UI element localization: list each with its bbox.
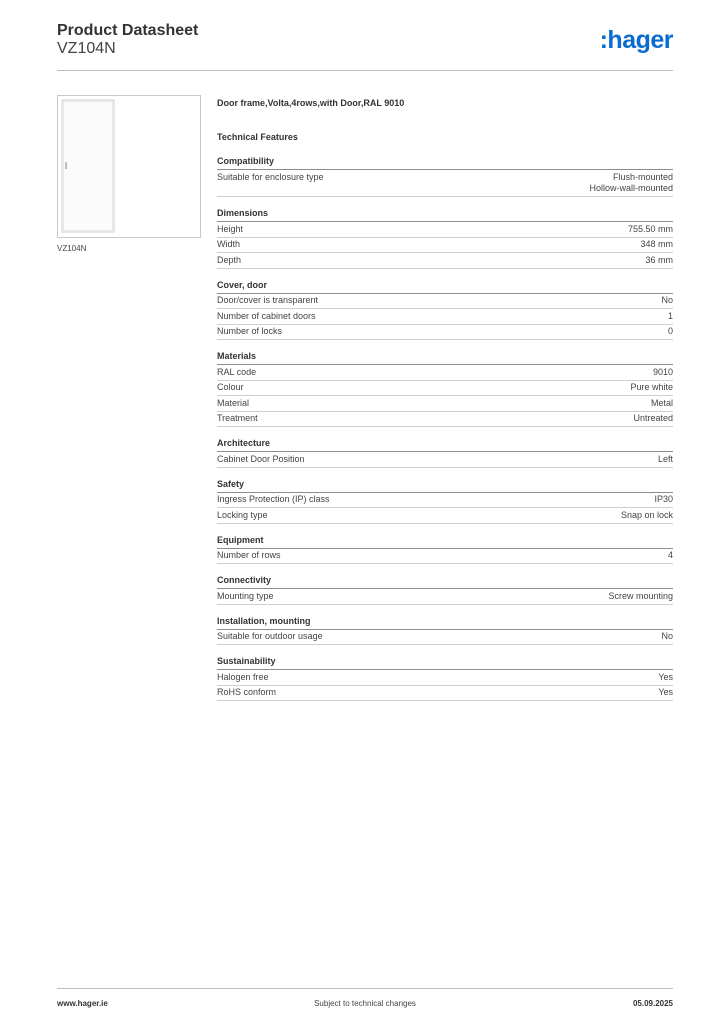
feature-row [217, 365, 673, 381]
technical-features-title: Technical Features [217, 132, 298, 142]
feature-value [653, 367, 673, 379]
feature-value-line: Pure white [630, 382, 673, 392]
feature-value-line: 0 [667, 326, 673, 336]
feature-value-line: 4 [667, 550, 673, 560]
feature-label: Depth [217, 254, 242, 265]
feature-section [217, 155, 673, 197]
feature-label: Mounting type [217, 590, 274, 601]
feature-row [217, 549, 673, 565]
feature-label: Locking type [217, 509, 268, 520]
feature-value-line: Untreated [633, 413, 673, 423]
feature-value-line: Yes [658, 687, 673, 697]
product-name: Door frame,Volta,4rows,with Door,RAL 9010 [217, 98, 405, 108]
feature-value [658, 672, 673, 684]
feature-row [217, 238, 673, 254]
feature-label: RoHS conform [217, 687, 277, 697]
feature-row [217, 325, 673, 341]
feature-label: Width [217, 239, 241, 249]
feature-value-line: 9010 [652, 366, 673, 377]
feature-row [217, 589, 673, 605]
feature-row [217, 630, 673, 646]
feature-value-line: 348 mm [640, 239, 673, 249]
section-title: Installation, mounting [217, 615, 673, 630]
feature-row [217, 170, 673, 197]
footer-notice: Subject to technical changes [314, 999, 416, 1008]
page-footer [57, 988, 673, 1009]
feature-section [217, 574, 673, 605]
feature-value-line: Metal [650, 397, 673, 408]
feature-row [217, 396, 673, 412]
feature-section [217, 279, 673, 341]
feature-value [628, 224, 673, 236]
feature-section [217, 615, 673, 646]
feature-label: Ingress Protection (IP) class [217, 494, 330, 504]
feature-value-line: Left [657, 453, 673, 464]
product-image [57, 95, 201, 238]
feature-row [217, 381, 673, 397]
feature-value [661, 631, 673, 643]
section-title: Architecture [217, 437, 673, 452]
section-title: Sustainability [217, 655, 673, 670]
footer-date: 05.09.2025 [632, 999, 673, 1008]
section-title: Safety [217, 478, 673, 493]
hager-logo: :hager [599, 26, 673, 54]
feature-label: Treatment [217, 413, 258, 423]
feature-label: Door/cover is transparent [217, 295, 319, 305]
document-title: Product Datasheet [57, 22, 199, 39]
feature-row [217, 452, 673, 468]
feature-label: Colour [217, 382, 244, 392]
feature-section [217, 207, 673, 269]
feature-row [217, 508, 673, 524]
datasheet-content [217, 97, 673, 701]
feature-value-line: 36 mm [645, 254, 673, 265]
feature-value [654, 494, 673, 506]
feature-value-line: 1 [667, 310, 673, 321]
feature-label: Suitable for outdoor usage [217, 631, 323, 641]
feature-value [633, 413, 673, 425]
feature-section [217, 437, 673, 468]
feature-value-line: Yes [658, 671, 673, 682]
section-title: Dimensions [217, 207, 673, 222]
feature-value [658, 454, 673, 466]
feature-label: Material [217, 397, 250, 408]
feature-row [217, 309, 673, 325]
feature-value [668, 550, 673, 562]
feature-section [217, 350, 673, 427]
feature-label: RAL code [217, 366, 257, 377]
section-title: Connectivity [217, 574, 673, 589]
feature-value [661, 295, 673, 307]
feature-row [217, 670, 673, 686]
page-header [57, 20, 673, 71]
feature-value [668, 311, 673, 323]
feature-row [217, 222, 673, 238]
feature-label: Suitable for enclosure type [217, 171, 324, 182]
feature-label: Number of cabinet doors [217, 310, 316, 321]
section-title: Compatibility [217, 155, 673, 170]
door-frame-illustration [58, 96, 200, 237]
feature-label: Height [217, 223, 244, 234]
feature-label: Number of locks [217, 326, 283, 336]
feature-label: Number of rows [217, 550, 281, 560]
feature-label: Cabinet Door Position [217, 453, 305, 464]
feature-value-line: No [661, 631, 673, 641]
feature-value-line: 755.50 mm [627, 223, 673, 234]
feature-value [640, 239, 673, 251]
feature-value-line: Screw mounting [608, 590, 673, 601]
feature-row [217, 412, 673, 428]
feature-value [651, 398, 673, 410]
section-title: Cover, door [217, 279, 673, 294]
feature-value-line: Hollow-wall-mounted [589, 183, 673, 193]
feature-value [589, 172, 673, 195]
feature-section [217, 478, 673, 524]
feature-value-line: Flush-mounted [612, 171, 673, 182]
feature-value-line: Snap on lock [620, 509, 673, 520]
feature-value [668, 326, 673, 338]
feature-value-line: No [661, 295, 673, 305]
feature-value [608, 591, 673, 603]
footer-website: www.hager.ie [57, 999, 108, 1008]
feature-label: Halogen free [217, 671, 269, 682]
feature-section [217, 534, 673, 565]
section-title: Equipment [217, 534, 673, 549]
section-title: Materials [217, 350, 673, 365]
feature-value [658, 687, 673, 699]
feature-value [630, 382, 673, 394]
feature-sections [217, 155, 673, 701]
product-code: VZ104N [57, 40, 116, 57]
feature-row [217, 686, 673, 702]
feature-value [645, 255, 673, 267]
feature-row [217, 294, 673, 310]
feature-row [217, 253, 673, 269]
feature-value-line: IP30 [654, 494, 673, 504]
feature-section [217, 655, 673, 701]
image-caption: VZ104N [57, 244, 87, 253]
feature-value [621, 510, 673, 522]
feature-row [217, 493, 673, 509]
